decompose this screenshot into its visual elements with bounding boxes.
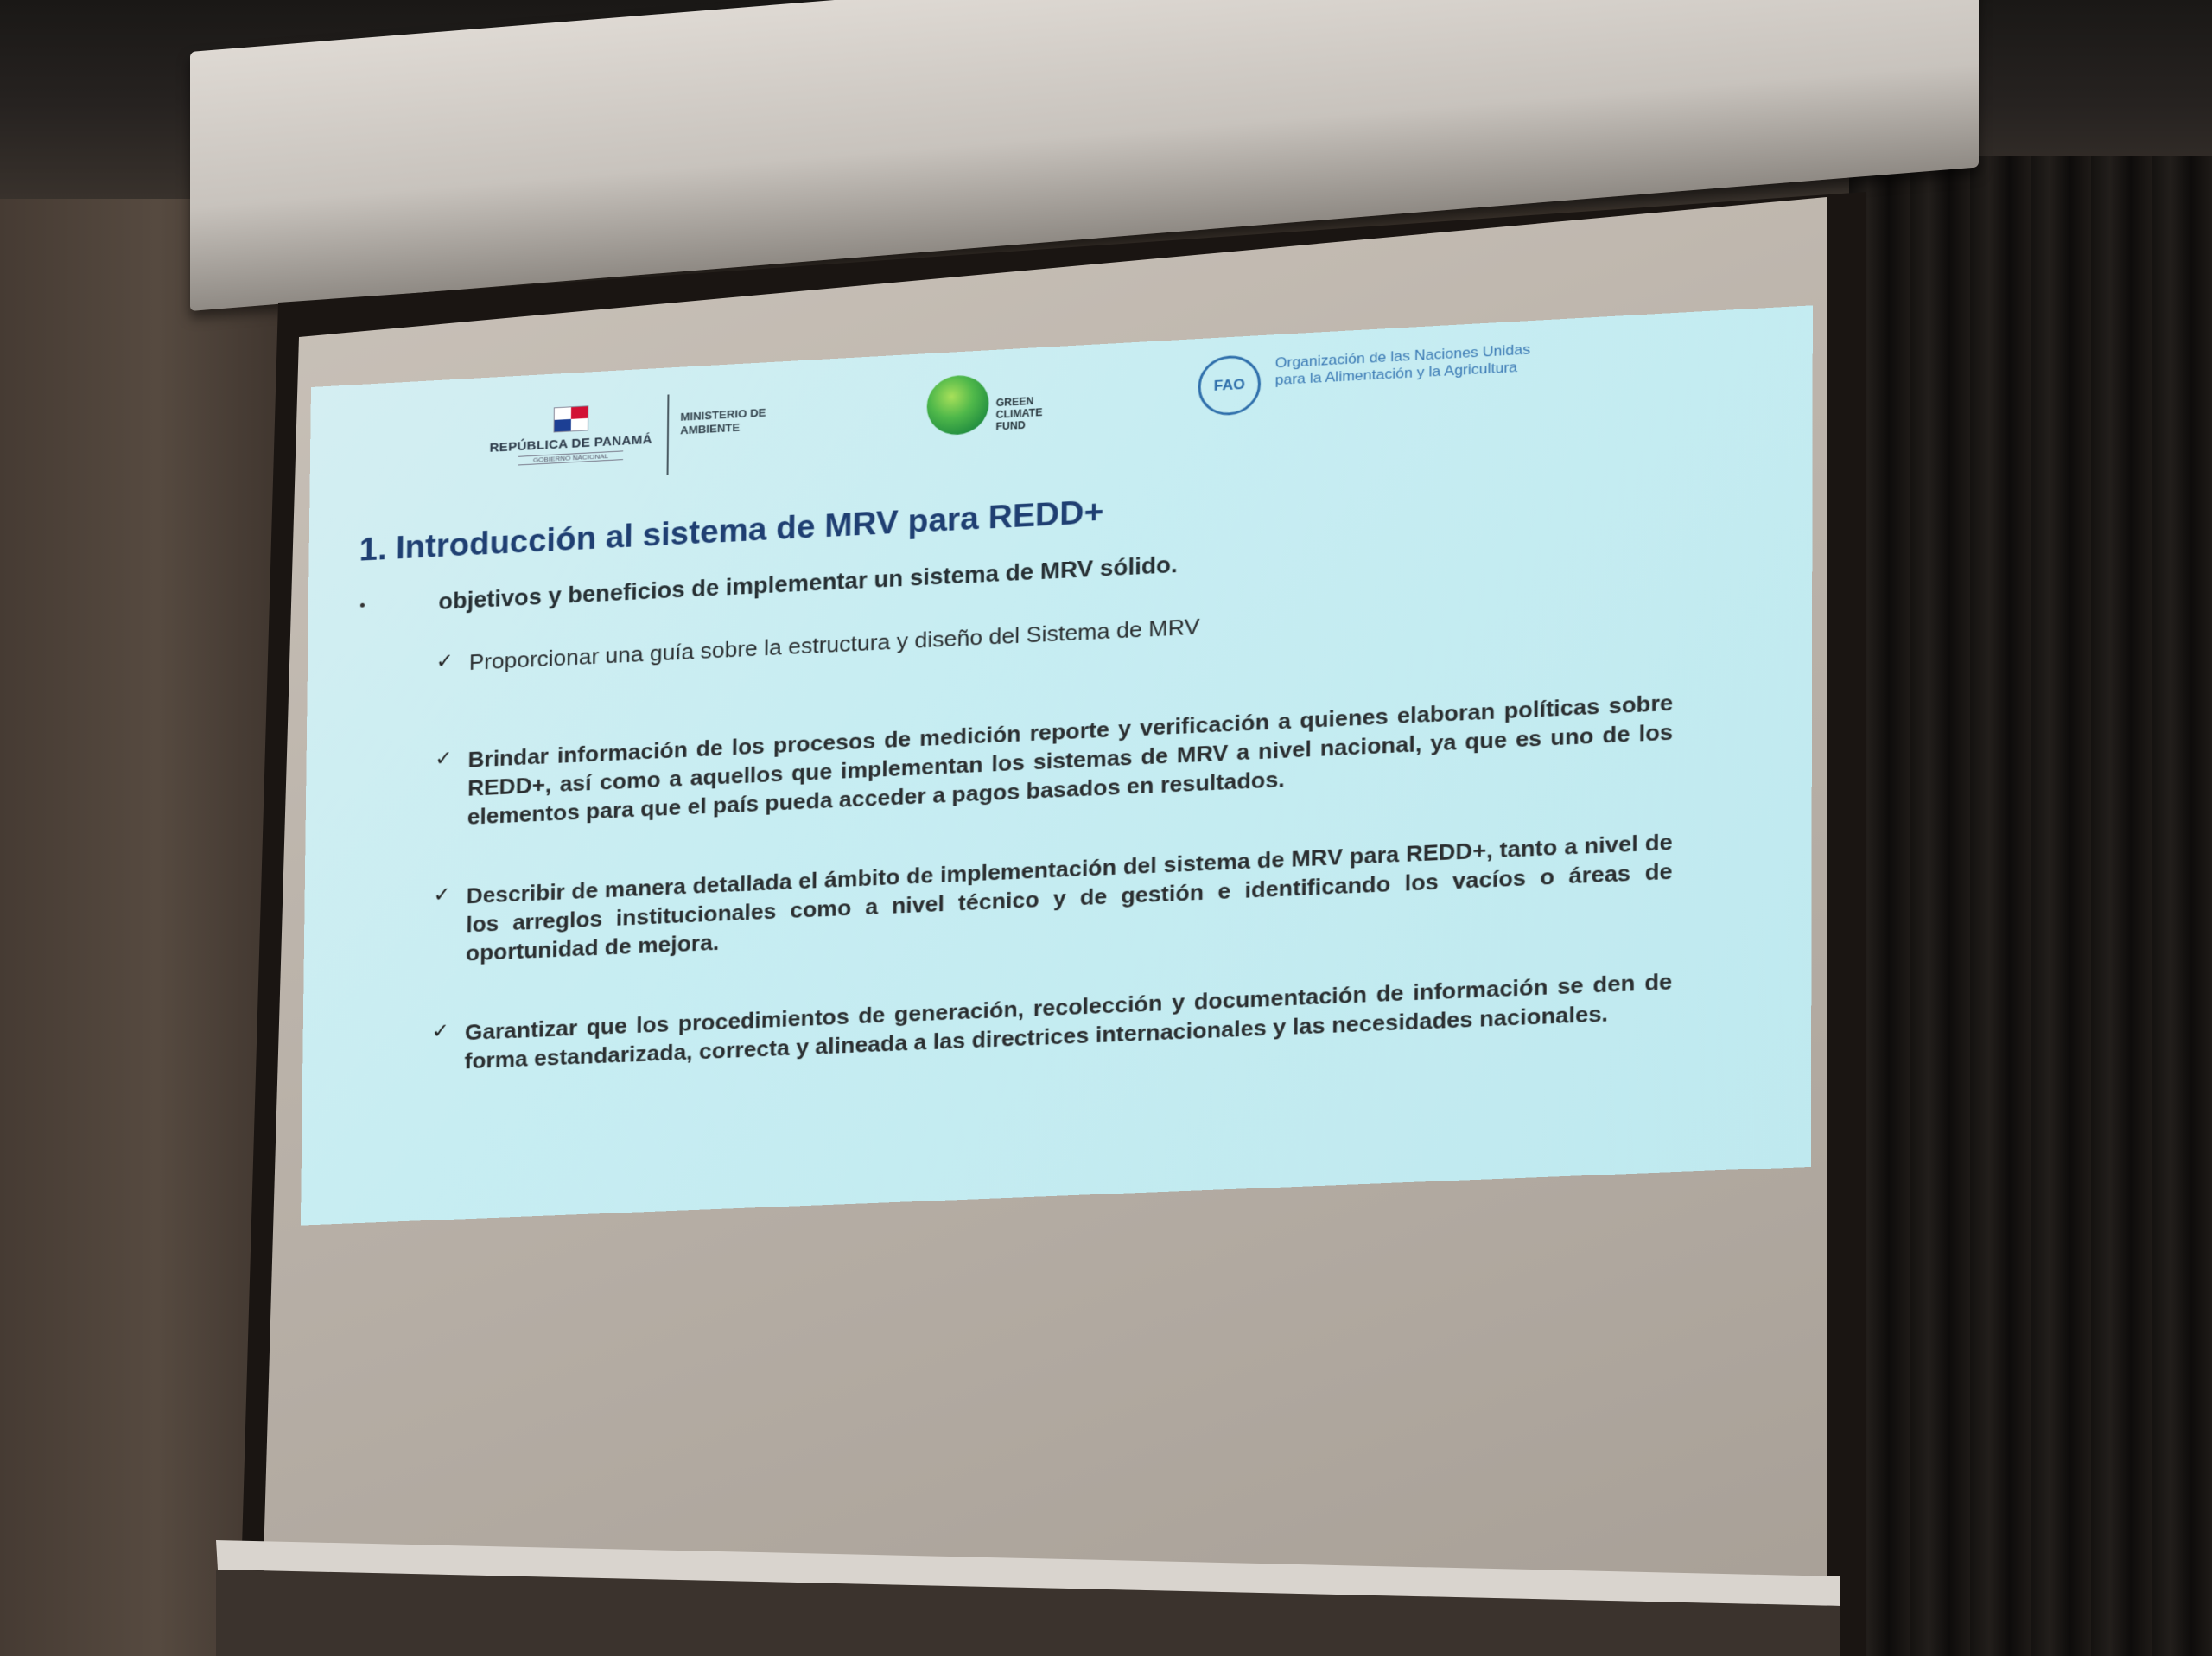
bullet-dot: [360, 603, 365, 608]
fao-logo-text: Organización de las Naciones Unidas para la Alimentación y la Agricultura: [1274, 341, 1531, 389]
list-item-text: Brindar información de los procesos de medición reporte y verificación a quienes elaboran políticas sobre REDD+, así como a aquellos que implementan los sistemas de MRV a nivel nacional, ya que es uno de los elementos para que el país pueda acceder a pagos basados en resultados.: [467, 690, 1674, 830]
panama-logo: [483, 402, 658, 468]
logo-divider: [667, 394, 670, 475]
check-icon: ✓: [435, 649, 454, 673]
check-icon: ✓: [435, 747, 453, 771]
check-icon: ✓: [433, 882, 451, 907]
list-item-text: Describir de manera detallada el ámbito de implementación del sistema de MRV para REDD+, tanto a nivel de los arreglos institucionales como a nivel técnico y de gestión e identificando los vacíos o áreas de oportunidad de mejora.: [465, 829, 1673, 966]
fao-logo: [1198, 337, 1576, 394]
gcf-globe-icon: [926, 374, 988, 436]
slide-title: 1. Introducción al sistema de MRV para REDD+: [359, 494, 1104, 569]
panama-logo-subtitle: GOBIERNO NACIONAL: [518, 450, 623, 465]
panama-flag-icon: [554, 405, 589, 432]
list-item: [433, 827, 1673, 966]
ministerio-logo-text: MINISTERIO DE AMBIENTE: [680, 405, 766, 437]
list-item: [431, 967, 1673, 1074]
list-item: [435, 688, 1674, 830]
list-item-text: Proporcionar una guía sobre la estructura y diseño del Sistema de MRV: [468, 613, 1200, 675]
check-icon: ✓: [431, 1019, 450, 1043]
gcf-logo-text: GREEN CLIMATE FUND: [995, 395, 1043, 433]
green-climate-fund-logo: [926, 370, 1059, 436]
left-wall: [0, 199, 285, 1656]
panama-logo-title: REPÚBLICA DE PANAMÁ: [489, 432, 653, 455]
list-item-text: Garantizar que los procedimientos de generación, recolección y documentación de información se den de forma estandarizada, correcta y alineada a las directrices internacionales y las necesidades nacionales.: [464, 968, 1673, 1074]
projected-slide: [301, 305, 1813, 1225]
curtain: [1849, 156, 2212, 1656]
slide-subtitle: objetivos y beneficios de implementar un sistema de MRV sólido.: [438, 551, 1178, 615]
fao-seal-icon: FAO: [1198, 354, 1261, 417]
